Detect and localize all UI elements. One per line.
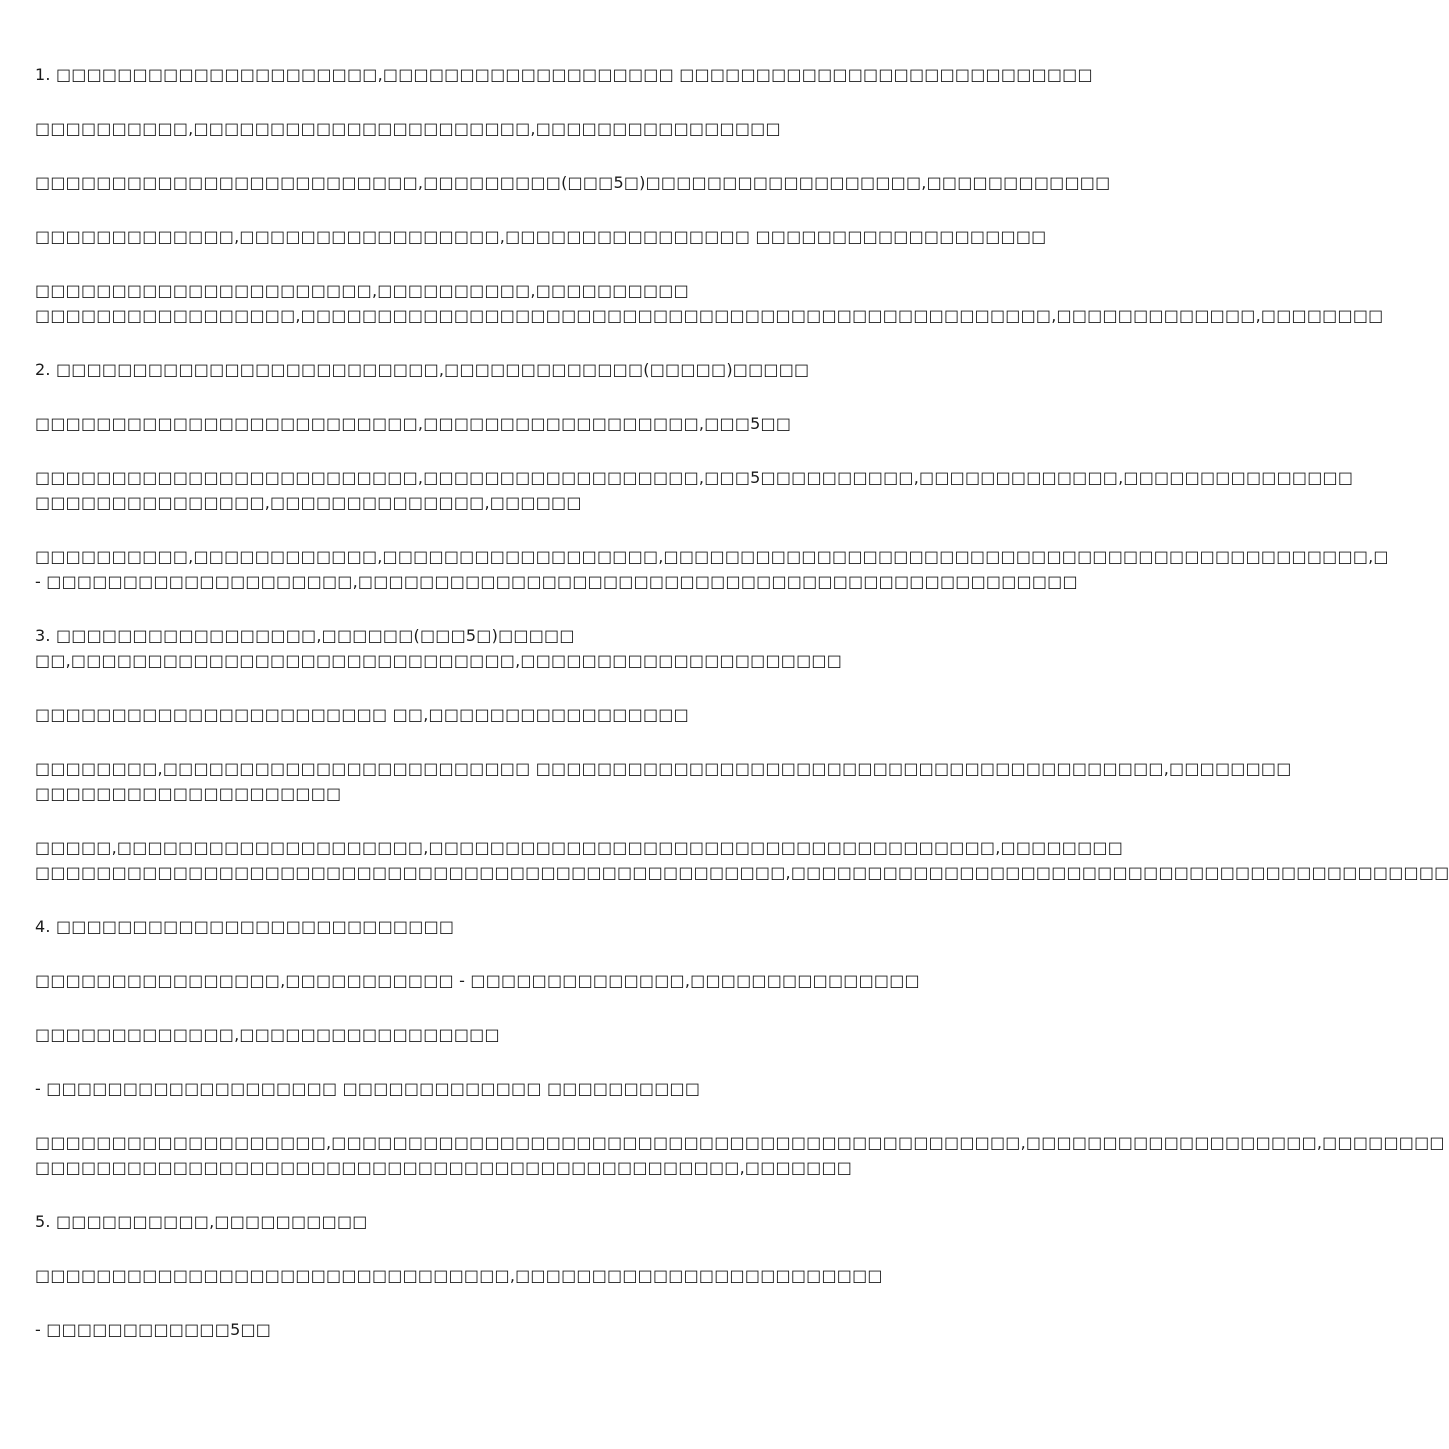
- text-line: □□,□□□□□□□□□□□□□□□□□□□□□□□□□□□□□,□□□□□□□□□□□□□□□□□□□□□: [35, 651, 843, 670]
- text-line: □□□□□□□□□□□□□□□□□□□□: [35, 784, 342, 803]
- paragraph: [35, 357, 990, 382]
- text-line: □□□□□□□□□□,□□□□□□□□□□□□□□□□□□□□□□,□□□□□□□□□□□□□□□□: [35, 119, 781, 138]
- text-line: 2. □□□□□□□□□□□□□□□□□□□□□□□□□,□□□□□□□□□□□□□(□□□□□)□□□□□: [35, 360, 810, 379]
- text-line: □□□□□□□□,□□□□□□□□□□□□□□□□□□□□□□□□ □□□□□□□□□□□□□□□□□□□□□□□□□□□□□□□□□□□□□□□□□,□□□□□□□□: [35, 759, 1292, 778]
- paragraph: [35, 224, 1047, 249]
- text-line: 5. □□□□□□□□□□,□□□□□□□□□□: [35, 1212, 368, 1231]
- text-line: □□□□□□□□□□□□□□□□□□□□□□□ □□,□□□□□□□□□□□□□□□□□: [35, 705, 689, 724]
- text-line: □□□□□□□□□□□□□□□□,□□□□□□□□□□□ - □□□□□□□□□□□□□□,□□□□□□□□□□□□□□□: [35, 971, 920, 990]
- document-body: [35, 62, 1449, 1402]
- text-line: □□□□□□□□□□□□□□□□□□□□□□□□□□□□□□□□□□□□□□□□□□□□□□□□□,□□□□□□□□□□□□□□□□□□□□□□□□□□□□□□□□□□□□□□□□□□□: [35, 863, 1449, 882]
- paragraph: [35, 1209, 990, 1234]
- paragraph: [35, 62, 1093, 87]
- paragraph: [35, 170, 1111, 195]
- paragraph: [35, 835, 1449, 885]
- text-line: □□□□□□□□□□□□□□□□□□□,□□□□□□□□□□□□□□□□□□□□□□□□□□□□□□□□□□□□□□□□□□□□□,□□□□□□□□□□□□□□□□□□□,□□□□□□□□: [35, 1133, 1445, 1152]
- paragraph: [35, 116, 990, 141]
- paragraph: [35, 1022, 990, 1047]
- text-line: □□□□□□□□□□□□□□□□□□□□□□□□□,□□□□□□□□□□□□□□□□□□,□□□5□□□□□□□□□□,□□□□□□□□□□□□□,□□□□□□□□□□□□□□□: [35, 468, 1354, 487]
- paragraph: [35, 1263, 990, 1288]
- text-line: 4. □□□□□□□□□□□□□□□□□□□□□□□□□□: [35, 917, 455, 936]
- text-line: □□□□□□□□□□□□□,□□□□□□□□□□□□□□□□□: [35, 1025, 500, 1044]
- text-line: □□□□□□□□□□□□□□□,□□□□□□□□□□□□□□,□□□□□□: [35, 493, 582, 512]
- paragraph: [35, 278, 1384, 328]
- paragraph: [35, 1317, 990, 1342]
- text-line: □□□□□□□□□□□□□□□□□□□□□□,□□□□□□□□□□,□□□□□□□□□□: [35, 281, 689, 300]
- text-line: 3. □□□□□□□□□□□□□□□□□,□□□□□□(□□□5□)□□□□□: [35, 626, 575, 645]
- text-line: □□□□□□□□□□□□□□□□□□□□□□□□□,□□□□□□□□□□□□□□□□□□,□□□5□□: [35, 414, 792, 433]
- paragraph: [35, 1076, 990, 1101]
- text-line: □□□□□□□□□□□□□□□□□□□□□□□□□□□□□□□□□□□□□□□□□□□□□□,□□□□□□□: [35, 1158, 853, 1177]
- paragraph: [35, 968, 990, 993]
- text-line: 1. □□□□□□□□□□□□□□□□□□□□□,□□□□□□□□□□□□□□□□□□□ □□□□□□□□□□□□□□□□□□□□□□□□□□□: [35, 65, 1093, 84]
- paragraph: [35, 914, 990, 939]
- text-line: - □□□□□□□□□□□□□□□□□□□ □□□□□□□□□□□□□ □□□□□□□□□□: [35, 1079, 701, 1098]
- text-line: □□□□□□□□□□,□□□□□□□□□□□□,□□□□□□□□□□□□□□□□□□,□□□□□□□□□□□□□□□□□□□□□□□□□□□□□□□□□□□□□□□□□□□□□□,□: [35, 547, 1389, 566]
- text-line: - □□□□□□□□□□□□5□□: [35, 1320, 272, 1339]
- text-line: □□□□□,□□□□□□□□□□□□□□□□□□□□,□□□□□□□□□□□□□□□□□□□□□□□□□□□□□□□□□□□□□,□□□□□□□□: [35, 838, 1124, 857]
- text-line: - □□□□□□□□□□□□□□□□□□□□,□□□□□□□□□□□□□□□□□□□□□□□□□□□□□□□□□□□□□□□□□□□□□□□: [35, 572, 1078, 591]
- text-line: □□□□□□□□□□□□□□□□□,□□□□□□□□□□□□□□□□□□□□□□□□□□□□□□□□□□□□□□□□□□□□□□□□□,□□□□□□□□□□□□□,□□□□□□□□: [35, 306, 1384, 325]
- paragraph: [35, 623, 990, 673]
- paragraph: [35, 756, 1292, 806]
- text-line: □□□□□□□□□□□□□□□□□□□□□□□□□,□□□□□□□□□(□□□5□)□□□□□□□□□□□□□□□□□□,□□□□□□□□□□□□: [35, 173, 1111, 192]
- paragraph: [35, 702, 990, 727]
- text-line: □□□□□□□□□□□□□□□□□□□□□□□□□□□□□□□,□□□□□□□□□□□□□□□□□□□□□□□□: [35, 1266, 883, 1285]
- paragraph: [35, 1130, 1445, 1180]
- paragraph: [35, 411, 990, 436]
- paragraph: [35, 465, 1354, 515]
- text-line: □□□□□□□□□□□□□,□□□□□□□□□□□□□□□□□,□□□□□□□□□□□□□□□□ □□□□□□□□□□□□□□□□□□□: [35, 227, 1047, 246]
- paragraph: [35, 544, 1389, 594]
